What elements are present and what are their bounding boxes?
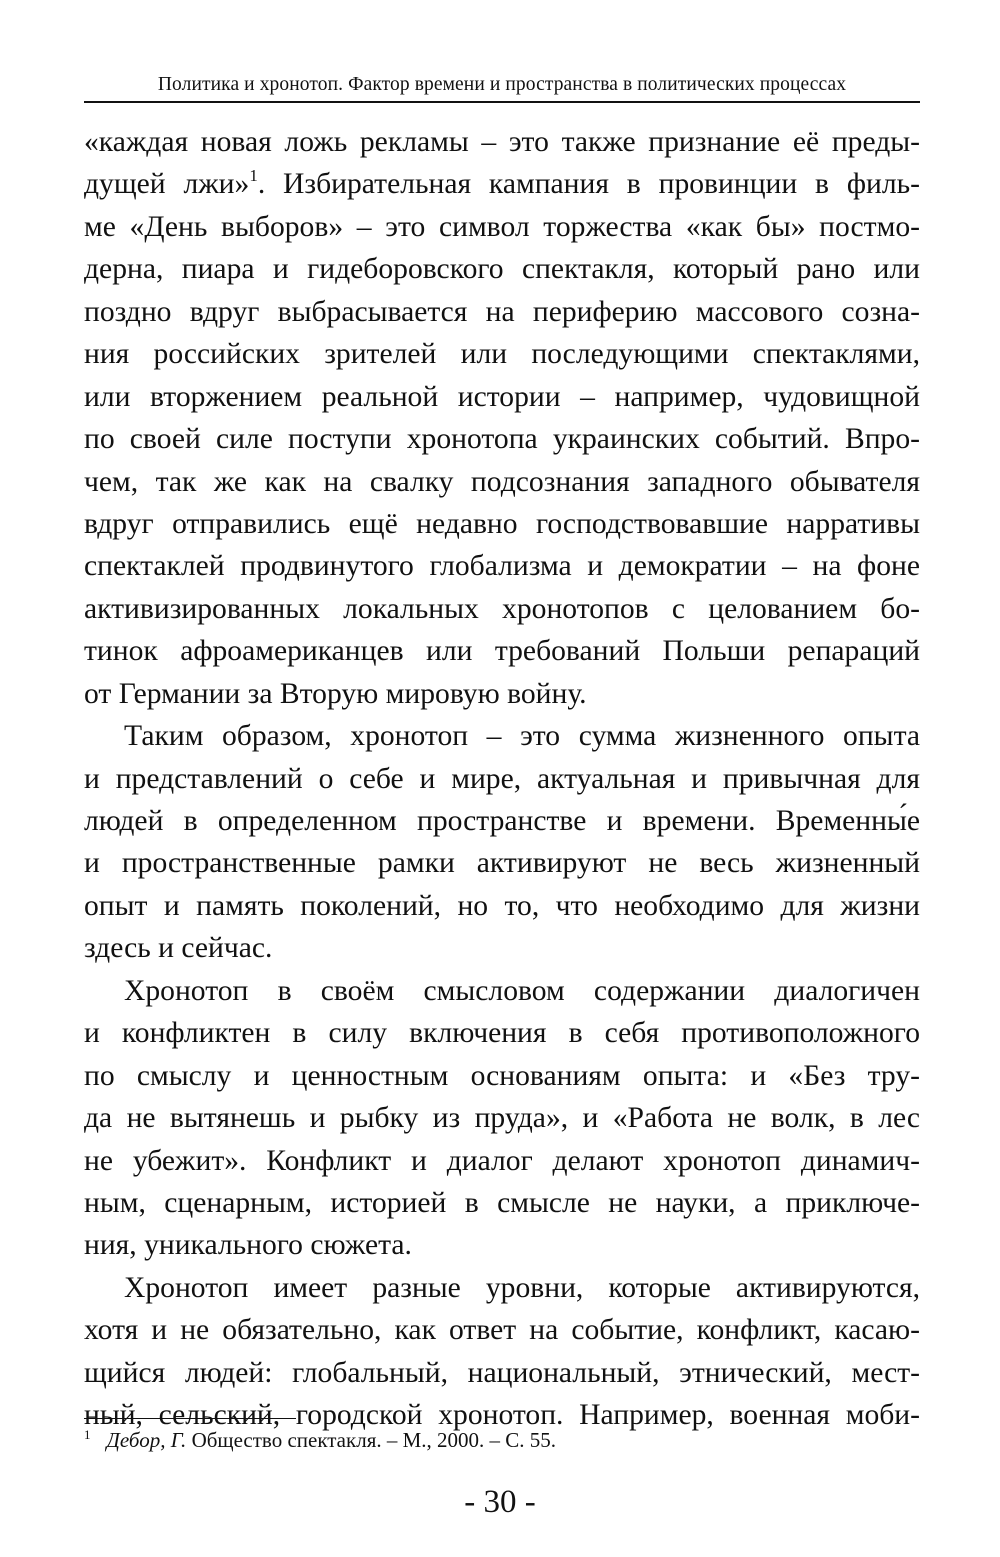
text-line: не убежит». Конфликт и диалог делают хронотоп динамич- xyxy=(84,1144,920,1177)
text-line: Хронотоп имеет разные уровни, которые активируются, xyxy=(124,1271,920,1304)
text-line: опыт и память поколений, но то, что необходимо для жизни xyxy=(84,889,920,922)
text-line: спектаклей продвинутого глобализма и демократии – на фоне xyxy=(84,550,920,583)
text-line: здесь и сейчас. xyxy=(84,932,273,965)
footnote-text: Общество спектакля. – М., 2000. – С. 55. xyxy=(186,1428,557,1452)
text-line: или вторжением реальной истории – например, чудовищной xyxy=(84,380,920,413)
text-line: поздно вдруг выбрасывается на периферию массового созна- xyxy=(84,295,920,328)
text-line: дерна, пиара и гидеборовского спектакля, который рано или xyxy=(84,253,920,286)
text-line: щийся людей: глобальный, национальный, этнический, мест- xyxy=(84,1356,920,1389)
footnote-reference: 1 xyxy=(249,166,258,186)
text-line: ния российских зрителей или последующими спектаклями, xyxy=(84,338,920,371)
text-line: по своей силе поступи хронотопа украинских событий. Впро- xyxy=(84,423,920,456)
footnote-author: Дебор, Г. xyxy=(106,1428,187,1452)
footnote-mark: 1 xyxy=(84,1427,91,1442)
body-text xyxy=(84,121,920,1437)
footnote-rule xyxy=(84,1418,296,1419)
text-line: чем, так же как на свалку подсознания западного обывателя xyxy=(84,465,920,498)
text-line: «каждая новая ложь рекламы – это также признание её преды- xyxy=(84,126,920,158)
text-line: и пространственные рамки активируют не весь жизненный xyxy=(84,847,920,880)
text-line: ме «День выборов» – это символ торжества «как бы» постмо- xyxy=(84,210,920,243)
running-header: Политика и хронотоп. Фактор времени и пространства в политических процессах xyxy=(157,74,847,95)
page-number: - 30 - xyxy=(464,1484,536,1520)
text-line: и конфликтен в силу включения в себя противоположного xyxy=(84,1017,920,1050)
text-line: Хронотоп в своём смысловом содержании диалогичен xyxy=(124,974,920,1007)
text-line: вдруг отправились ещё недавно господствовавшие нарративы xyxy=(84,507,920,540)
text-line: дущей лжи»$^1$. Избирательная кампания в провинции в филь- xyxy=(84,166,920,201)
text-line: да не вытянешь и рыбку из пруда», и «Работа не волк, в лес xyxy=(84,1102,920,1135)
text-line: людей в определенном пространстве и времени. Временны́е xyxy=(84,805,920,837)
header-rule xyxy=(84,101,920,103)
footnote xyxy=(84,1428,556,1453)
text-line: по смыслу и ценностным основаниям опыта: и «Без тру- xyxy=(84,1059,920,1092)
text-line: от Германии за Вторую мировую войну. xyxy=(84,677,587,710)
text-line: тинок афроамериканцев или требований Польши репараций xyxy=(84,635,920,668)
text-line: ный, сельский, городской хронотоп. Например, военная моби- xyxy=(84,1399,920,1432)
text-line: хотя и не обязательно, как ответ на событие, конфликт, касаю- xyxy=(84,1314,920,1347)
text-line: Таким образом, хронотоп – это сумма жизненного опыта xyxy=(124,720,920,753)
text-line: ния, уникального сюжета. xyxy=(84,1229,412,1262)
text-line: и представлений о себе и мире, актуальная и привычная для xyxy=(84,762,920,795)
text-line: активизированных локальных хронотопов с целованием бо- xyxy=(84,592,920,625)
text-line: ным, сценарным, историей в смысле не науки, а приключе- xyxy=(84,1186,920,1219)
